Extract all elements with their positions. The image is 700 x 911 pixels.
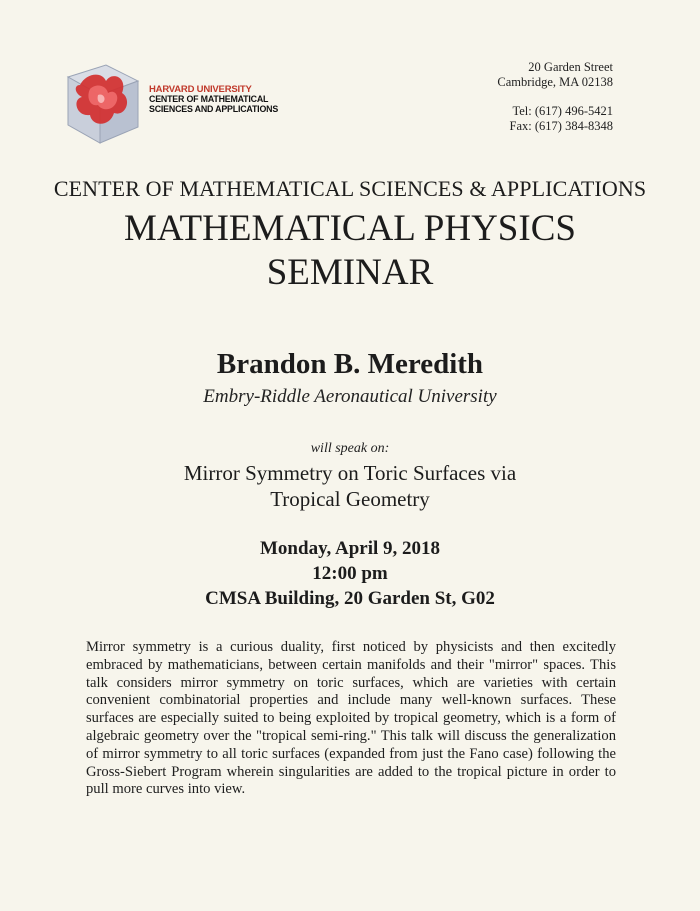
center-name: CENTER OF MATHEMATICAL SCIENCES & APPLICATIONS: [53, 176, 647, 201]
seminar-title: [0, 207, 700, 295]
speaker-name: Brandon B. Meredith: [216, 348, 484, 380]
event-location: CMSA Building, 20 Garden St, G02: [205, 588, 495, 609]
cube-logo-icon: [58, 55, 144, 147]
logo-line-sciences: SCIENCES AND APPLICATIONS: [149, 104, 279, 115]
talk-title-line2: Tropical Geometry: [270, 487, 430, 511]
cmsa-logo: [58, 55, 288, 155]
talk-abstract: Mirror symmetry is a curious duality, first noticed by physicists and then excitedly embraced by mathematicians, between certain manifolds and their "mirror" spaces. This talk considers mirror symmetry on toric surfaces, which are varieties with certain convenient combinatorial properties and include many well-known surfaces. These surfaces are especially suited to being exploited by tropical geometry, which is a form of algebraic geometry over the "tropical semi-ring." This talk will discuss the generalization of mirror symmetry to all toric surfaces (expanded from just the Fano case) following the Gross-Siebert Program wherein singularities are added to the tropical picture in order to pull more curves into view.: [86, 639, 616, 798]
talk-title-line1: Mirror Symmetry on Toric Surfaces via: [183, 461, 517, 485]
seminar-title-line1: MATHEMATICAL PHYSICS: [124, 208, 576, 249]
fax-number: Fax: (617) 384-8348: [509, 119, 613, 133]
will-speak-label: will speak on:: [310, 441, 390, 456]
address-street: 20 Garden Street: [528, 60, 613, 74]
contact-address: [497, 60, 613, 134]
event-date: Monday, April 9, 2018: [260, 538, 440, 559]
phone-number: Tel: (617) 496-5421: [512, 104, 613, 118]
address-city: Cambridge, MA 02138: [497, 75, 613, 89]
logo-wordmark: [149, 85, 288, 115]
logo-line-university: HARVARD UNIVERSITY: [149, 84, 252, 95]
seminar-title-line2: SEMINAR: [266, 252, 434, 293]
talk-title: [0, 460, 700, 512]
logo-line-center: CENTER OF MATHEMATICAL: [149, 94, 269, 105]
event-time: 12:00 pm: [312, 563, 388, 584]
speaker-affiliation: Embry-Riddle Aeronautical University: [203, 386, 497, 407]
